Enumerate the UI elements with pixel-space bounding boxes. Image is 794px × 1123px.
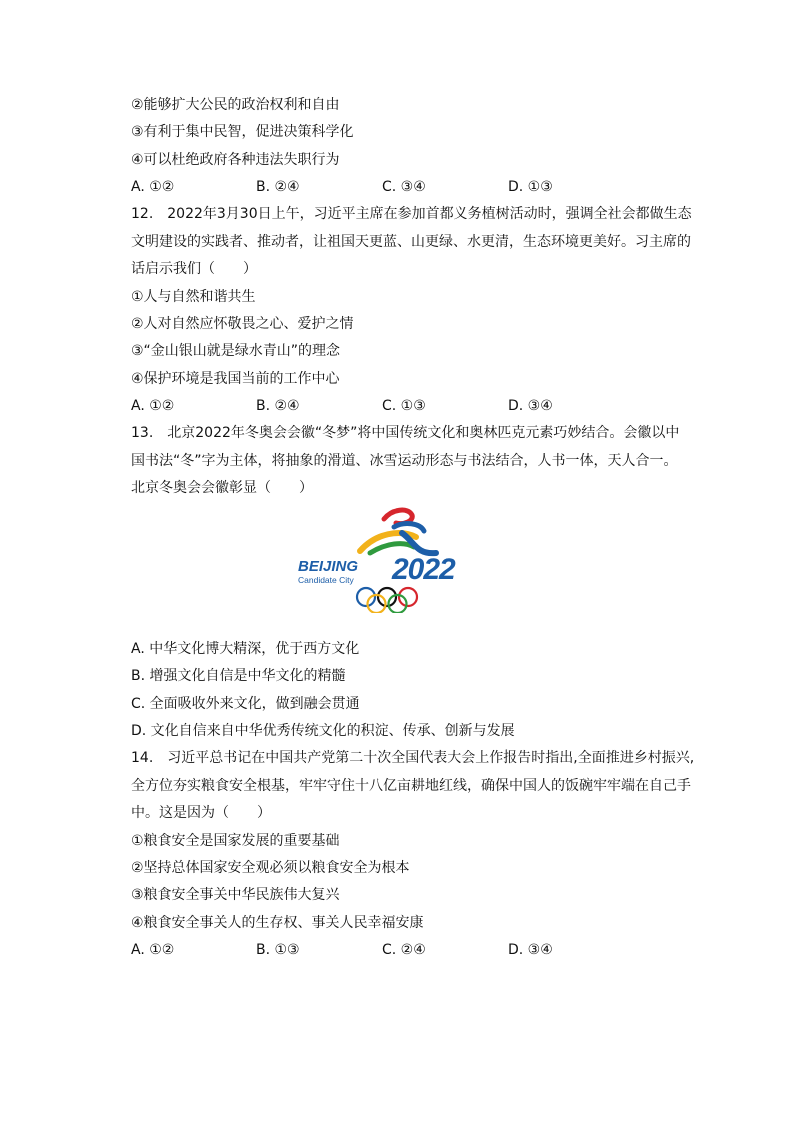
logo-subtitle-text: Candidate City bbox=[298, 575, 354, 585]
q11-statement-3: ③有利于集中民智，促进决策科学化 bbox=[131, 124, 354, 140]
q12-stem-line-3: 话启示我们（ ） bbox=[131, 261, 257, 277]
q14-statement-1: ①粮食安全是国家发展的重要基础 bbox=[131, 833, 340, 849]
q14-options bbox=[131, 940, 691, 960]
q13-option-b[interactable]: B. 增强文化自信是中华文化的精髓 bbox=[131, 668, 346, 684]
q14-option-c[interactable]: C. ②④ bbox=[382, 942, 426, 958]
q14-stem-line-3: 中。这是因为（ ） bbox=[131, 805, 271, 821]
q12-statement-2: ②人对自然应怀敬畏之心、爱护之情 bbox=[131, 316, 354, 332]
q12-stem-line-2: 文明建设的实践者、推动者，让祖国天更蓝、山更绿、水更清，生态环境更美好。习主席的 bbox=[131, 234, 691, 250]
q11-statement-2: ②能够扩大公民的政治权利和自由 bbox=[131, 97, 340, 113]
q12-option-c[interactable]: C. ①③ bbox=[382, 398, 426, 414]
q12-option-a[interactable]: A. ①② bbox=[131, 398, 175, 414]
q12-statement-1: ①人与自然和谐共生 bbox=[131, 289, 256, 305]
q13-option-a[interactable]: A. 中华文化博大精深，优于西方文化 bbox=[131, 641, 360, 657]
q11-option-a[interactable]: A. ①② bbox=[131, 179, 175, 195]
q14-statement-3: ③粮食安全事关中华民族伟大复兴 bbox=[131, 887, 340, 903]
q14-option-a[interactable]: A. ①② bbox=[131, 942, 175, 958]
beijing-2022-logo-image bbox=[296, 507, 494, 613]
q14-option-b[interactable]: B. ①③ bbox=[256, 942, 300, 958]
q11-option-b[interactable]: B. ②④ bbox=[256, 179, 300, 195]
q11-option-d[interactable]: D. ①③ bbox=[508, 179, 553, 195]
q13-option-d[interactable]: D. 文化自信来自中华优秀传统文化的积淀、传承、创新与发展 bbox=[131, 723, 515, 739]
olympic-rings bbox=[357, 588, 417, 613]
q12-option-b[interactable]: B. ②④ bbox=[256, 398, 300, 414]
q11-option-c[interactable]: C. ③④ bbox=[382, 179, 426, 195]
q14-stem-line-1: 14. 习近平总书记在中国共产党第二十次全国代表大会上作报告时指出,全面推进乡村振兴, bbox=[131, 750, 695, 766]
q13-stem-line-2: 国书法“冬”字为主体，将抽象的滑道、冰雪运动形态与书法结合，人书一体，天人合一。 bbox=[131, 453, 678, 469]
q12-statement-4: ④保护环境是我国当前的工作中心 bbox=[131, 371, 340, 387]
q12-stem-line-1: 12. 2022年3月30日上午，习近平主席在参加首都义务植树活动时，强调全社会都做生态 bbox=[131, 206, 692, 222]
q14-option-d[interactable]: D. ③④ bbox=[508, 942, 553, 958]
q13-stem-line-1: 13. 北京2022年冬奥会会徽“冬梦”将中国传统文化和奥林匹克元素巧妙结合。会徽以中 bbox=[131, 425, 680, 441]
logo-city-text: BEIJING bbox=[298, 558, 359, 575]
q12-option-d[interactable]: D. ③④ bbox=[508, 398, 553, 414]
q14-stem-line-2: 全方位夯实粮食安全根基，牢牢守住十八亿亩耕地红线，确保中国人的饭碗牢牢端在自己手 bbox=[131, 778, 691, 794]
q11-statement-4: ④可以杜绝政府各种违法失职行为 bbox=[131, 152, 340, 168]
logo-stroke-blue-top bbox=[394, 524, 424, 531]
q13-stem-line-3: 北京冬奥会会徽彰显（ ） bbox=[131, 480, 313, 496]
q14-statement-2: ②坚持总体国家安全观必须以粮食安全为根本 bbox=[131, 860, 410, 876]
q12-options bbox=[131, 396, 691, 416]
logo-year-text: 2022 bbox=[392, 553, 455, 586]
logo-stroke-green bbox=[370, 544, 414, 553]
q11-options bbox=[131, 177, 691, 197]
q12-statement-3: ③“金山银山就是绿水青山”的理念 bbox=[131, 343, 341, 359]
q13-option-c[interactable]: C. 全面吸收外来文化，做到融会贯通 bbox=[131, 696, 360, 712]
q14-statement-4: ④粮食安全事关人的生存权、事关人民幸福安康 bbox=[131, 915, 424, 931]
